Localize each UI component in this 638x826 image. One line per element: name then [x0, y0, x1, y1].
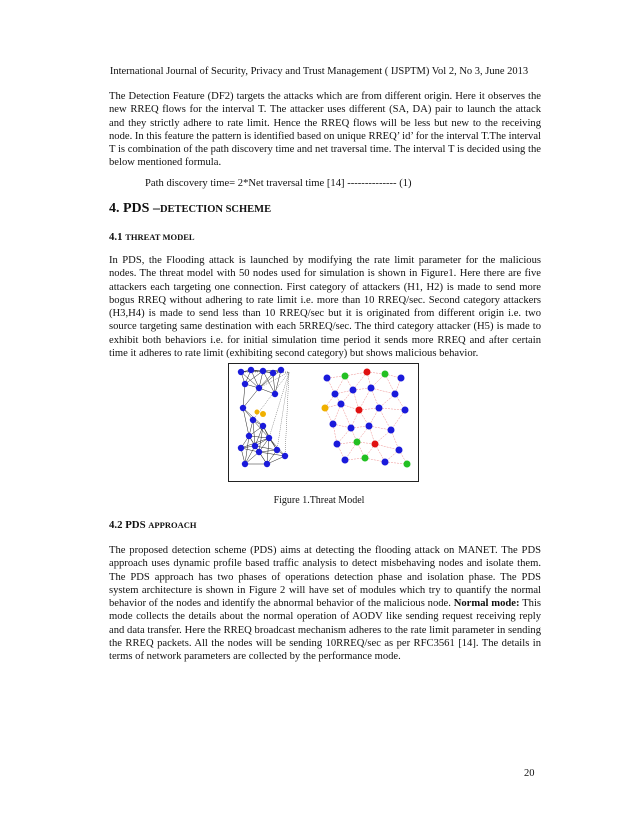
network-link: [379, 408, 391, 430]
network-node: [282, 453, 288, 459]
network-node: [260, 368, 266, 374]
network-link: [375, 444, 399, 450]
network-node: [274, 447, 280, 453]
paragraph-threat-model: In PDS, the Flooding attack is launched by modifying the rate limit parameter for the malicious nodes. The threat model with 50 nodes used for simulation is shown in Figure1. Here there are five attackers each targeting one connection. First category of attackers (H1, H2) is made to send more bogus RREQ without adhering to rate limit i.e. more than 10 RREQ/sec. Second category attackers (H3,H4) is made to send less than 10 RREQ/sec but it is originated from different origin i.e. two source targeting same destination with each 5RREQ/sec. The third category attacker (H5) is made to exhibit both behaviors i.e. for initial simulation time period it sends more RREQ and after certain time it adheres to rate limit (exhibiting second category) but shows malicious behavior.: [109, 255, 541, 360]
network-node: [382, 371, 389, 378]
section-number: 4. PDS –: [109, 201, 160, 216]
network-node: [388, 427, 395, 434]
network-node: [242, 461, 248, 467]
network-node: [260, 411, 266, 417]
network-node: [240, 405, 246, 411]
network-link: [243, 388, 259, 408]
network-node: [396, 447, 403, 454]
network-node: [255, 410, 260, 415]
network-node: [366, 423, 373, 430]
network-node: [334, 441, 341, 448]
network-node: [368, 385, 375, 392]
network-link: [255, 446, 267, 464]
network-link: [371, 388, 395, 394]
network-link: [259, 452, 285, 456]
network-node: [398, 375, 405, 382]
network-link: [243, 408, 249, 436]
section-heading-4: [109, 201, 271, 217]
network-node: [264, 461, 270, 467]
threat-model-figure: [228, 363, 419, 482]
section-heading-4-1: [109, 231, 195, 243]
formula-path-discovery: Path discovery time= 2*Net traversal time [14] -------------- (1): [145, 178, 412, 189]
network-node: [278, 367, 284, 373]
network-node: [362, 455, 369, 462]
network-topology-image: [229, 364, 418, 481]
network-node: [252, 443, 258, 449]
network-link: [243, 384, 245, 408]
network-node: [250, 417, 256, 423]
network-node: [372, 441, 379, 448]
network-node: [354, 439, 361, 446]
paragraph-text-a: The proposed detection scheme (PDS) aims at detecting the flooding attack on MANET. The PDS approach uses dynamic profile based traffic analysis to detect misbehaving nodes and isolate them. The PDS approach has two phases of operations detection phase and isolation phase. The PDS system architecture is shown in Figure 2 will have set of modules which try to quantify the normal behavior of the nodes and identify the abnormal behavior of the malicious node.: [109, 545, 541, 610]
running-header: International Journal of Security, Privacy and Trust Management ( IJSPTM) Vol 2, No 3, June 2013: [109, 66, 529, 77]
network-node: [238, 369, 244, 375]
section-title: THREAT MODEL: [125, 232, 195, 242]
paragraph-pds-approach: [109, 544, 541, 664]
network-node: [266, 435, 272, 441]
network-node: [392, 391, 399, 398]
network-node: [324, 375, 331, 382]
network-link: [379, 408, 405, 410]
network-node: [238, 445, 244, 451]
section-number: 4.2 PDS: [109, 519, 149, 531]
section-title: DETECTION SCHEME: [159, 204, 272, 215]
network-node: [356, 407, 363, 414]
network-node: [332, 391, 339, 398]
network-node: [382, 459, 389, 466]
page-number: 20: [524, 768, 535, 779]
network-node: [342, 373, 349, 380]
network-link: [391, 410, 405, 430]
section-number: 4.1: [109, 231, 126, 243]
network-node: [330, 421, 337, 428]
section-title: APPROACH: [148, 520, 197, 530]
network-node: [272, 391, 278, 397]
network-link: [259, 426, 263, 452]
paragraph-df2: The Detection Feature (DF2) targets the attacks which are from different origin. Here it observes the new RREQ flows for the interval T. The attacker uses different (SA, DA) pair to launch the attack and they strictly adhere to rate limit. Hence the RREQ flows will be less but new to the receiving node. In this feature the pattern is identified based on unique RREQ’ id’ for the interval T.The interval T is combination of the path discovery time and net traversal time. The interval T is decided using the below mentioned formula.: [109, 91, 541, 169]
network-node: [376, 405, 383, 412]
section-heading-4-2: [109, 519, 196, 531]
network-link: [269, 372, 289, 438]
paragraph-text-b: This mode collects the details about the normal operation of AODV like sending request receiving reply and data transfer. Here the RREQ broadcast mechanism adheres to the rate limit parameter in sending the RREQ packets. All the nodes will be sending 10RREQ/sec as per RFC3561 [14]. The details in terms of network parameters are collected by the performance mode.: [109, 598, 542, 663]
network-link: [253, 420, 269, 438]
network-node: [350, 387, 357, 394]
network-node: [364, 369, 371, 376]
network-node: [322, 405, 329, 412]
bold-term-normal-mode: Normal mode:: [453, 598, 520, 610]
network-node: [342, 457, 349, 464]
network-link: [245, 436, 249, 464]
network-node: [402, 407, 409, 414]
network-node: [348, 425, 355, 432]
network-node: [256, 385, 262, 391]
network-node: [338, 401, 345, 408]
network-node: [248, 367, 254, 373]
network-link: [341, 404, 351, 428]
network-node: [404, 461, 411, 468]
network-node: [242, 381, 248, 387]
network-node: [260, 423, 266, 429]
network-node: [270, 370, 276, 376]
network-node: [256, 449, 262, 455]
network-link: [359, 388, 371, 410]
network-link: [277, 372, 289, 450]
figure-caption: Figure 1.Threat Model: [273, 495, 365, 506]
network-node: [246, 433, 252, 439]
